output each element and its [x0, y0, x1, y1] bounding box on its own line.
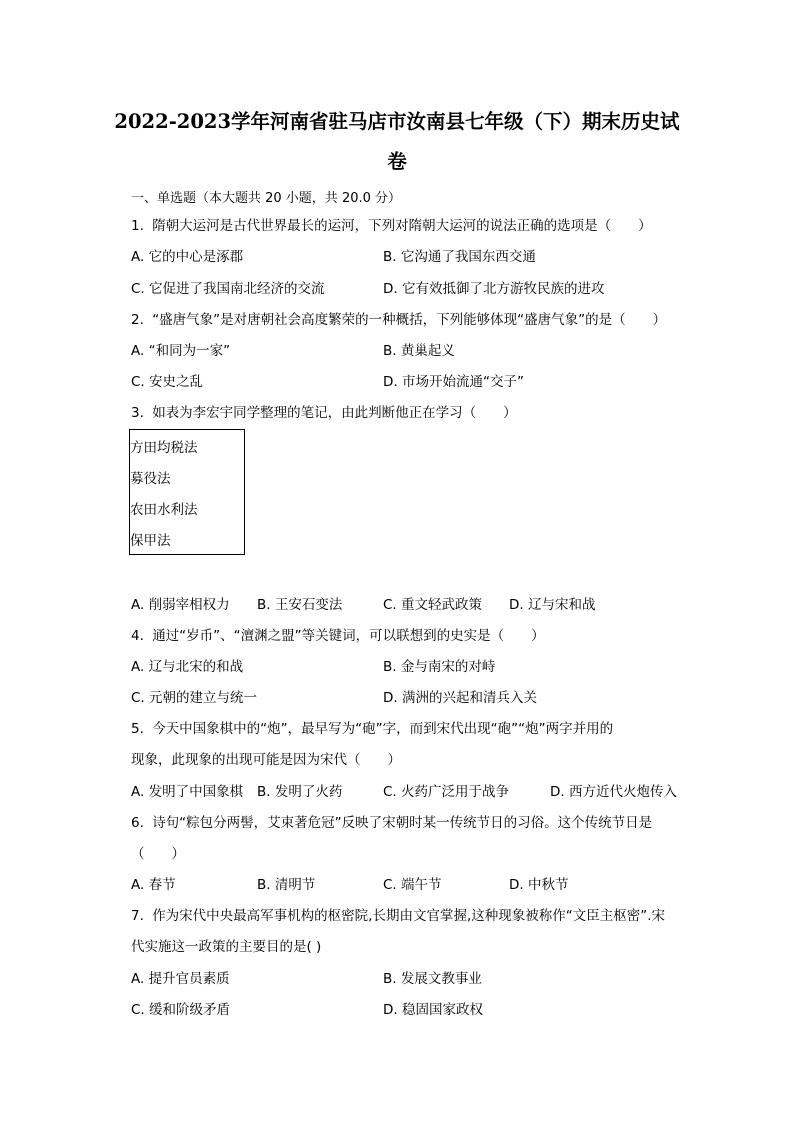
- question-number: 7.: [131, 908, 144, 924]
- document-title-line2: 卷: [387, 150, 407, 173]
- option-b: B. 金与南宋的对峙: [383, 659, 496, 675]
- option-a: A. 春节: [131, 877, 176, 893]
- question-7: [131, 907, 665, 925]
- table-row: 农田水利法: [130, 502, 198, 518]
- question-number: 2.: [131, 312, 144, 328]
- question-6: [131, 814, 652, 832]
- question-text: 隋朝大运河是古代世界最长的运河，下列对隋朝大运河的说法正确的选项是（ ）: [152, 218, 652, 234]
- question-text-continued: （ ）: [131, 846, 185, 862]
- option-c: C. 重文轻武政策: [383, 597, 483, 613]
- question-number: 4.: [131, 628, 144, 644]
- option-b: B. 清明节: [257, 877, 316, 893]
- question-5: [131, 720, 613, 738]
- question-text-continued: 现象，此现象的出现可能是因为宋代（ ）: [131, 752, 401, 768]
- question-text: “盛唐气象”是对唐朝社会高度繁荣的一种概括，下列能够体现“盛唐气象”的是（ ）: [152, 312, 667, 328]
- option-a: A. 提升官员素质: [131, 971, 230, 987]
- table-row: 方田均税法: [130, 440, 198, 456]
- option-d: D. 稳固国家政权: [383, 1002, 483, 1018]
- question-text: 通过“岁币”、“澶渊之盟”等关键词，可以联想到的史实是（ ）: [152, 628, 545, 644]
- option-b: B. 王安石变法: [257, 597, 343, 613]
- section-heading: 一、单选题（本大题共 20 小题，共 20.0 分）: [131, 191, 402, 206]
- question-number: 5.: [131, 721, 144, 737]
- question-text-continued: 代实施这一政策的主要目的是( ): [131, 939, 322, 955]
- option-d: D. 中秋节: [509, 877, 569, 893]
- question-number: 3.: [131, 405, 144, 421]
- question-number: 6.: [131, 815, 144, 831]
- option-d: D. 辽与宋和战: [509, 597, 596, 613]
- option-b: B. 它沟通了我国东西交通: [383, 249, 536, 265]
- option-c: C. 火药广泛用于战争: [383, 784, 510, 800]
- option-c: C. 它促进了我国南北经济的交流: [131, 281, 325, 297]
- option-a: A. “和同为一家”: [131, 343, 231, 359]
- option-c: C. 安史之乱: [131, 374, 204, 390]
- notes-table: [129, 429, 245, 555]
- option-b: B. 黄巢起义: [383, 343, 455, 359]
- option-a: A. 削弱宰相权力: [131, 597, 230, 613]
- option-a: A. 发明了中国象棋: [131, 784, 244, 800]
- document-title-line1: 2022-2023学年河南省驻马店市汝南县七年级（下）期末历史试: [114, 110, 680, 133]
- option-b: B. 发明了火药: [257, 784, 343, 800]
- question-number: 1.: [131, 218, 144, 234]
- option-a: A. 辽与北宋的和战: [131, 659, 244, 675]
- question-text: 诗句“粽包分两髻，艾束著危冠”反映了宋朝时某一传统节日的习俗。这个传统节日是: [152, 815, 653, 831]
- option-d: D. 满洲的兴起和清兵入关: [383, 690, 537, 706]
- question-text: 如表为李宏宇同学整理的笔记，由此判断他正在学习（ ）: [152, 405, 517, 421]
- question-text: 作为宋代中央最高军事机构的枢密院,长期由文官掌握,这种现象被称作“文臣主枢密”.宋: [152, 908, 666, 924]
- option-a: A. 它的中心是涿郡: [131, 249, 244, 265]
- question-2: [131, 311, 666, 329]
- question-4: [131, 627, 545, 645]
- question-text: 今天中国象棋中的“炮”，最早写为“砲”字，而到宋代出现“砲”“炮”两字并用的: [152, 721, 614, 737]
- option-c: C. 元朝的建立与统一: [131, 690, 258, 706]
- question-3: [131, 404, 517, 422]
- option-c: C. 端午节: [383, 877, 442, 893]
- table-row: 募役法: [130, 471, 171, 487]
- table-row: 保甲法: [130, 533, 171, 549]
- option-d: D. 它有效抵御了北方游牧民族的进攻: [383, 281, 605, 297]
- question-1: [131, 217, 652, 235]
- option-c: C. 缓和阶级矛盾: [131, 1002, 231, 1018]
- option-d: D. 西方近代火炮传入: [550, 784, 677, 800]
- option-d: D. 市场开始流通“交子”: [383, 374, 524, 390]
- option-b: B. 发展文教事业: [383, 971, 482, 987]
